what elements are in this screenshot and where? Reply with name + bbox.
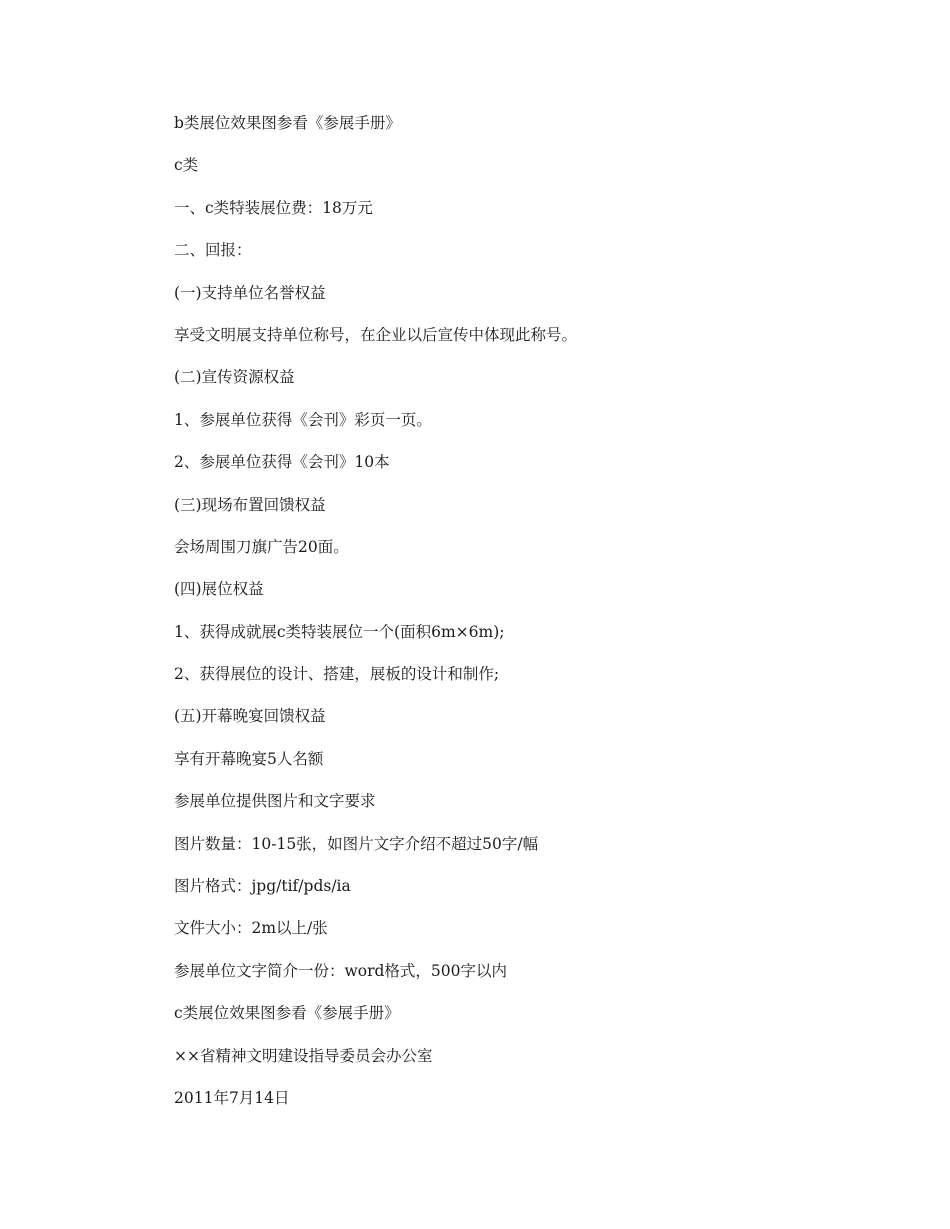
category-c-heading: c类 [174,156,199,175]
banquet-rights-heading: (五)开幕晚宴回馈权益 [174,707,326,726]
text-intro-requirement: 参展单位文字简介一份：word格式，500字以内 [174,961,508,980]
issuing-office: ××省精神文明建设指导委员会办公室 [174,1046,433,1065]
booth-c-rendering-note: c类展位效果图参看《参展手册》 [174,1004,400,1023]
materials-requirements-heading: 参展单位提供图片和文字要求 [174,792,376,811]
booth-rights-heading: (四)展位权益 [174,580,264,599]
publicity-item-2: 2、参展单位获得《会刊》10本 [174,453,390,472]
banquet-rights-text: 享有开幕晚宴5人名额 [174,749,324,768]
issue-date: 2011年7月14日 [174,1088,290,1107]
honor-rights-text: 享受文明展支持单位称号，在企业以后宣传中体现此称号。 [174,325,578,344]
image-count-requirement: 图片数量：10-15张，如图片文字介绍不超过50字/幅 [174,834,539,853]
file-size-requirement: 文件大小：2m以上/张 [174,919,328,938]
honor-rights-heading: (一)支持单位名誉权益 [174,283,326,302]
booth-rights-item-2: 2、获得展位的设计、搭建，展板的设计和制作; [174,665,500,684]
booth-fee-line: 一、c类特装展位费：18万元 [174,198,373,217]
booth-b-rendering-note: b类展位效果图参看《参展手册》 [174,114,401,132]
image-format-requirement: 图片格式：jpg/tif/pds/ia [174,877,351,896]
document-body [174,111,874,1128]
onsite-rights-text: 会场周围刀旗广告20面。 [174,537,349,556]
publicity-rights-heading: (二)宣传资源权益 [174,368,295,387]
onsite-rights-heading: (三)现场布置回馈权益 [174,495,326,514]
returns-heading: 二、回报： [174,241,252,260]
publicity-item-1: 1、参展单位获得《会刊》彩页一页。 [174,410,432,429]
booth-rights-item-1: 1、获得成就展c类特装展位一个(面积6m×6m); [174,622,505,641]
